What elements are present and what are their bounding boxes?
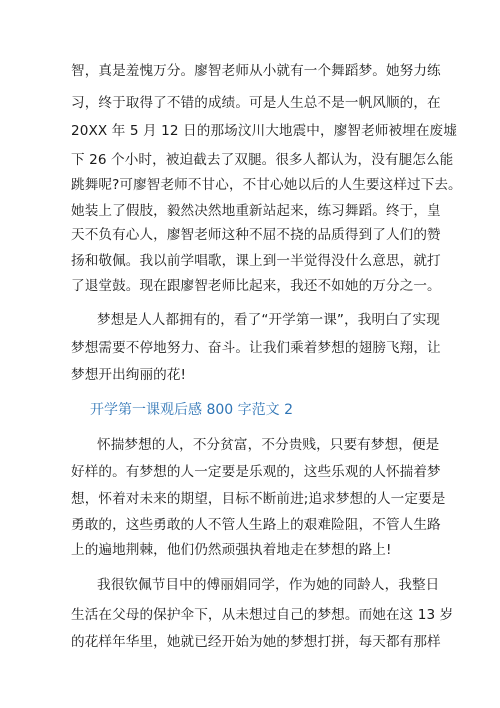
paragraph-line: 智，真是羞愧万分。廖智老师从小就有一个舞蹈梦。她努力练: [71, 63, 441, 79]
paragraph-line: 我很钦佩节目中的傅丽娟同学，作为她的同龄人，我整日: [97, 577, 440, 593]
paragraph-line: 习，终于取得了不错的成绩。可是人生总不是一帆风顺的，在: [71, 95, 441, 111]
section-heading: 开学第一课观后感 800 字范文 2: [90, 402, 293, 418]
paragraph-line: 梦想是人人都拥有的，看了“开学第一课”，我明白了实现: [97, 312, 440, 328]
paragraph-line: 的花样年华里，她就已经开始为她的梦想打拼，每天都有那样: [71, 634, 441, 650]
paragraph-line: 扬和敬佩。我以前学唱歌，课上到一半觉得没什么意思，就打: [71, 253, 441, 269]
paragraph-line: 好样的。有梦想的人一定要是乐观的，这些乐观的人怀揣着梦: [71, 464, 441, 480]
paragraph-line: 想，怀着对未来的期望，目标不断前进;追求梦想的人一定要是: [71, 491, 446, 507]
paragraph-line: 跳舞呢?可廖智老师不甘心，不甘心她以后的人生要这样过下去。: [71, 177, 462, 193]
paragraph-line: 她装上了假肢，毅然决然地重新站起来，练习舞蹈。终于，皇: [71, 203, 441, 219]
paragraph-line: 下 26 个小时，被迫截去了双腿。很多人都认为，没有腿怎么能: [71, 152, 454, 168]
paragraph-line: 梦想需要不停地努力、奋斗。让我们乘着梦想的翅膀飞翔，让: [71, 340, 441, 356]
paragraph-line: 怀揣梦想的人，不分贫富，不分贵贱，只要有梦想，便是: [97, 437, 440, 453]
paragraph-line: 生活在父母的保护伞下，从未想过自己的梦想。而她在这 13 岁: [71, 607, 454, 623]
paragraph-line: 了退堂鼓。现在跟廖智老师比起来，我还不如她的万分之一。: [71, 278, 441, 294]
paragraph-line: 上的遍地荆棘，他们仍然顽强执着地走在梦想的路上!: [71, 542, 392, 558]
paragraph-line: 天不负有心人，廖智老师这种不屈不挠的品质得到了人们的赞: [71, 227, 441, 243]
paragraph-line: 勇敢的，这些勇敢的人不管人生路上的艰难险阻，不管人生路: [71, 517, 441, 533]
paragraph-line: 20XX 年 5 月 12 日的那场汶川大地震中，廖智老师被埋在废墟: [71, 123, 457, 139]
paragraph-line: 梦想开出绚丽的花!: [71, 367, 187, 383]
